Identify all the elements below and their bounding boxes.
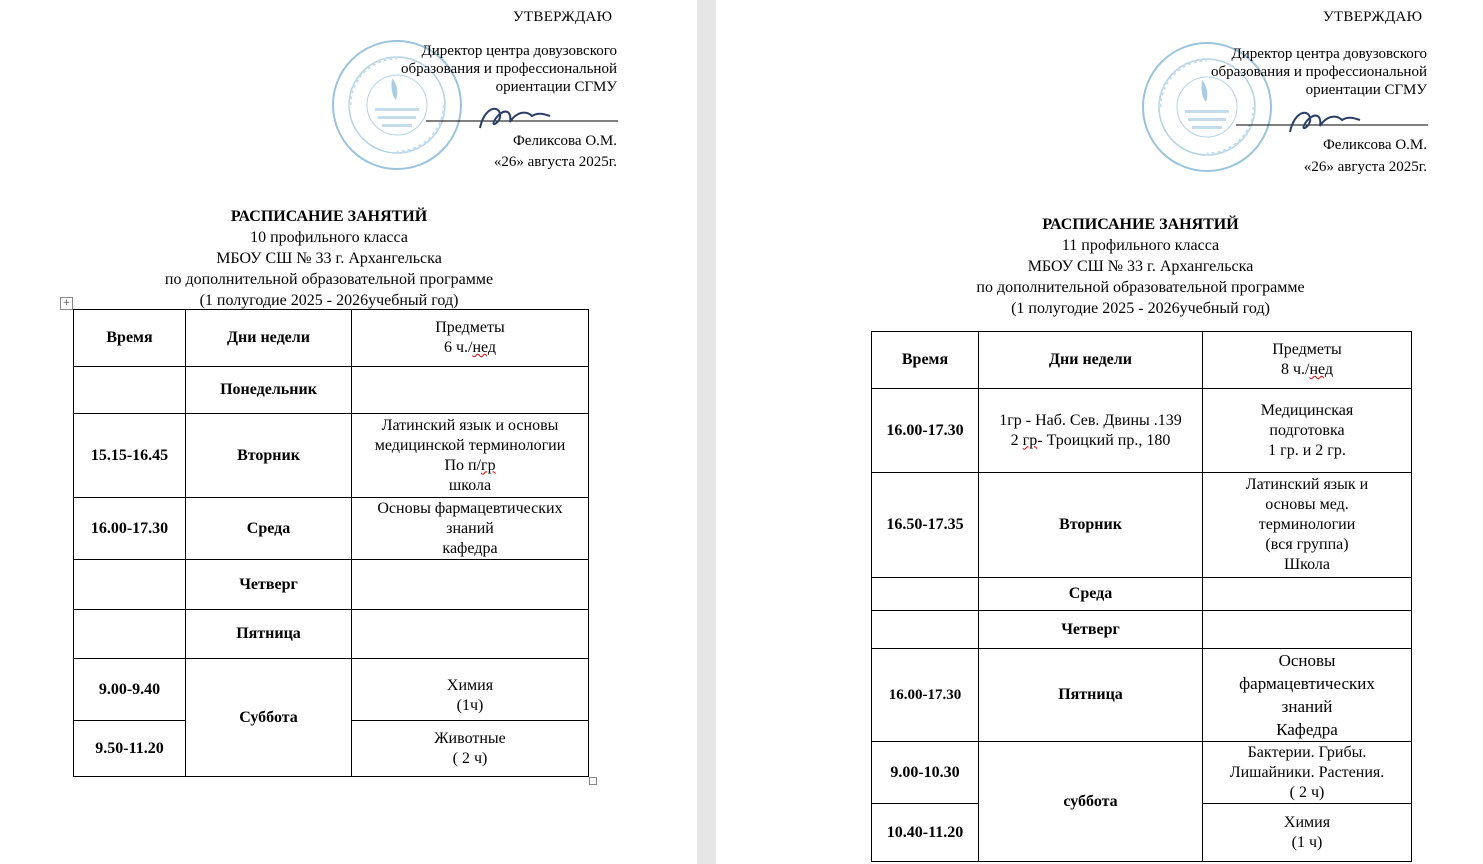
subject-cell [352, 659, 589, 721]
subject-cell [1203, 649, 1412, 742]
table-header-row [74, 310, 589, 367]
subject-cell [1203, 389, 1412, 473]
header-time: Время [872, 332, 979, 389]
location-text: 2 [1010, 431, 1023, 449]
table-header-row [872, 332, 1412, 389]
director-line: Директор центра довузовского [421, 43, 617, 59]
subject-cell [1203, 578, 1412, 611]
approve-label: УТВЕРЖДАЮ [513, 9, 613, 25]
school-line: МБОУ СШ № 33 г. Архангельска [216, 250, 442, 267]
schedule-table-10 [73, 309, 589, 777]
location-text: гр [1022, 431, 1038, 449]
subject-line: школа [448, 476, 492, 494]
day-cell: Понедельник [186, 367, 352, 414]
term-line: (1 полугодие 2025 - 2026учебный год) [1011, 300, 1270, 317]
table-row [872, 649, 1412, 742]
time-cell: 9.00-10.30 [872, 742, 979, 804]
hours-value: 6 ч./ [443, 339, 473, 356]
director-line: образования и профессиональной [1211, 64, 1427, 80]
document-page-left [0, 0, 697, 864]
subject-cell [352, 367, 589, 414]
director-line: ориентации СГМУ [1305, 82, 1427, 98]
time-cell [872, 578, 979, 611]
table-row [74, 367, 589, 414]
program-line: по дополнительной образовательной программе [976, 279, 1305, 296]
subject-cell [1203, 804, 1412, 862]
subject-cell [1203, 742, 1412, 804]
header-days: Дни недели [186, 310, 352, 367]
school-line: МБОУ СШ № 33 г. Архангельска [1027, 258, 1254, 275]
subject-line: (1ч) [456, 696, 484, 714]
director-line: Директор центра довузовского [1231, 46, 1427, 62]
signer-name: Феликсова О.М. [512, 133, 617, 149]
hours-unit: нед [472, 339, 497, 356]
subject-line: фармацевтических [1239, 674, 1375, 693]
subject-line: (вся группа) [1265, 536, 1349, 553]
schedule-heading [716, 214, 1483, 319]
time-cell: 16.00-17.30 [872, 649, 979, 742]
table-row [872, 578, 1412, 611]
time-cell: 16.00-17.30 [872, 389, 979, 473]
program-line: по дополнительной образовательной программе [164, 271, 494, 288]
table-row [872, 611, 1412, 649]
location-line: 1гр - Наб. Сев. Двины .139 [999, 411, 1182, 429]
header-days: Дни недели [979, 332, 1203, 389]
subject-line: терминологии [1258, 516, 1356, 533]
hours-value: 8 ч./ [1280, 361, 1310, 378]
class-line: 10 профильного класса [250, 229, 408, 246]
approval-date: «26» августа 2025г. [1303, 159, 1427, 175]
day-cell: Четверг [186, 560, 352, 610]
table-row [872, 742, 1412, 804]
subject-line [354, 456, 586, 476]
time-cell [872, 611, 979, 649]
location-line [981, 431, 1200, 451]
subject-text: По п/ [444, 456, 481, 474]
subject-cell [352, 414, 589, 498]
subject-line: Животные [434, 729, 506, 747]
subject-line: Школа [1284, 556, 1330, 573]
subject-line: Медицинская [1260, 401, 1354, 419]
table-row [74, 414, 589, 498]
subject-line: знаний [446, 519, 494, 537]
subject-cell [352, 498, 589, 560]
table-row [74, 610, 589, 659]
day-cell: Четверг [979, 611, 1203, 649]
day-cell: Среда [979, 578, 1203, 611]
time-cell [74, 367, 186, 414]
header-hours [1205, 360, 1409, 380]
approval-date: «26» августа 2025г. [493, 154, 617, 170]
subject-text: гр [481, 456, 496, 474]
subject-line: Химия [1283, 813, 1331, 831]
time-cell: 9.50-11.20 [74, 721, 186, 777]
subject-line: ( 2 ч) [452, 749, 488, 767]
approve-label: УТВЕРЖДАЮ [1323, 9, 1423, 25]
director-line: ориентации СГМУ [495, 79, 617, 95]
subject-line: основы мед. [1265, 496, 1349, 513]
day-cell: суббота [979, 742, 1203, 862]
time-cell: 15.15-16.45 [74, 414, 186, 498]
subject-line: Кафедра [1276, 720, 1338, 739]
subject-line: Бактерии. Грибы. [1247, 743, 1367, 761]
time-cell [74, 560, 186, 610]
header-subjects-label: Предметы [1272, 341, 1342, 358]
schedule-title: РАСПИСАНИЕ ЗАНЯТИЙ [1042, 216, 1239, 233]
table-row [74, 498, 589, 560]
subject-line: знаний [1281, 697, 1333, 716]
subject-line: медицинской терминологии [374, 436, 566, 454]
day-cell: Пятница [186, 610, 352, 659]
schedule-table-11 [871, 331, 1412, 862]
subject-cell [1203, 473, 1412, 578]
time-cell: 16.00-17.30 [74, 498, 186, 560]
director-line: образования и профессиональной [401, 61, 617, 77]
subject-cell [352, 610, 589, 659]
day-cell: Пятница [979, 649, 1203, 742]
director-title [1211, 45, 1427, 99]
subject-cell [352, 721, 589, 777]
hours-unit: нед [1309, 361, 1334, 378]
subject-line: Лишайники. Растения. [1229, 763, 1385, 781]
subject-line: кафедра [442, 539, 498, 557]
table-row [872, 389, 1412, 473]
subject-line: (1 ч) [1291, 833, 1323, 851]
subject-line: 1 гр. и 2 гр. [1268, 441, 1346, 459]
header-subjects [352, 310, 589, 367]
subject-line: подготовка [1269, 421, 1345, 439]
director-title [401, 42, 617, 96]
header-time: Время [74, 310, 186, 367]
table-row [74, 560, 589, 610]
location-text: - Троицкий пр., 180 [1037, 431, 1171, 449]
term-line: (1 полугодие 2025 - 2026учебный год) [199, 292, 459, 309]
subject-cell [352, 560, 589, 610]
day-cell: Среда [186, 498, 352, 560]
table-row [872, 473, 1412, 578]
subject-line: Латинский язык и [1245, 476, 1369, 493]
day-cell [979, 389, 1203, 473]
table-row [74, 659, 589, 721]
subject-line: Химия [446, 676, 494, 694]
time-cell [74, 610, 186, 659]
day-cell: Вторник [979, 473, 1203, 578]
subject-line: Основы фармацевтических [377, 499, 563, 517]
schedule-title: РАСПИСАНИЕ ЗАНЯТИЙ [230, 208, 428, 225]
time-cell: 10.40-11.20 [872, 804, 979, 862]
time-cell: 9.00-9.40 [74, 659, 186, 721]
header-subjects [1203, 332, 1412, 389]
document-page-right [716, 0, 1483, 864]
day-cell: Суббота [186, 659, 352, 777]
schedule-heading [0, 206, 658, 311]
table-move-handle-icon[interactable]: + [60, 297, 73, 310]
subject-line: Основы [1278, 651, 1336, 670]
signer-name: Феликсова О.М. [1322, 137, 1427, 153]
day-cell: Вторник [186, 414, 352, 498]
table-resize-handle[interactable] [589, 777, 597, 785]
time-cell: 16.50-17.35 [872, 473, 979, 578]
subject-cell [1203, 611, 1412, 649]
subject-line: Латинский язык и основы [381, 416, 559, 434]
subject-line: ( 2 ч) [1289, 783, 1325, 801]
class-line: 11 профильного класса [1061, 237, 1220, 254]
header-subjects-label: Предметы [435, 319, 505, 336]
header-hours [354, 338, 586, 358]
